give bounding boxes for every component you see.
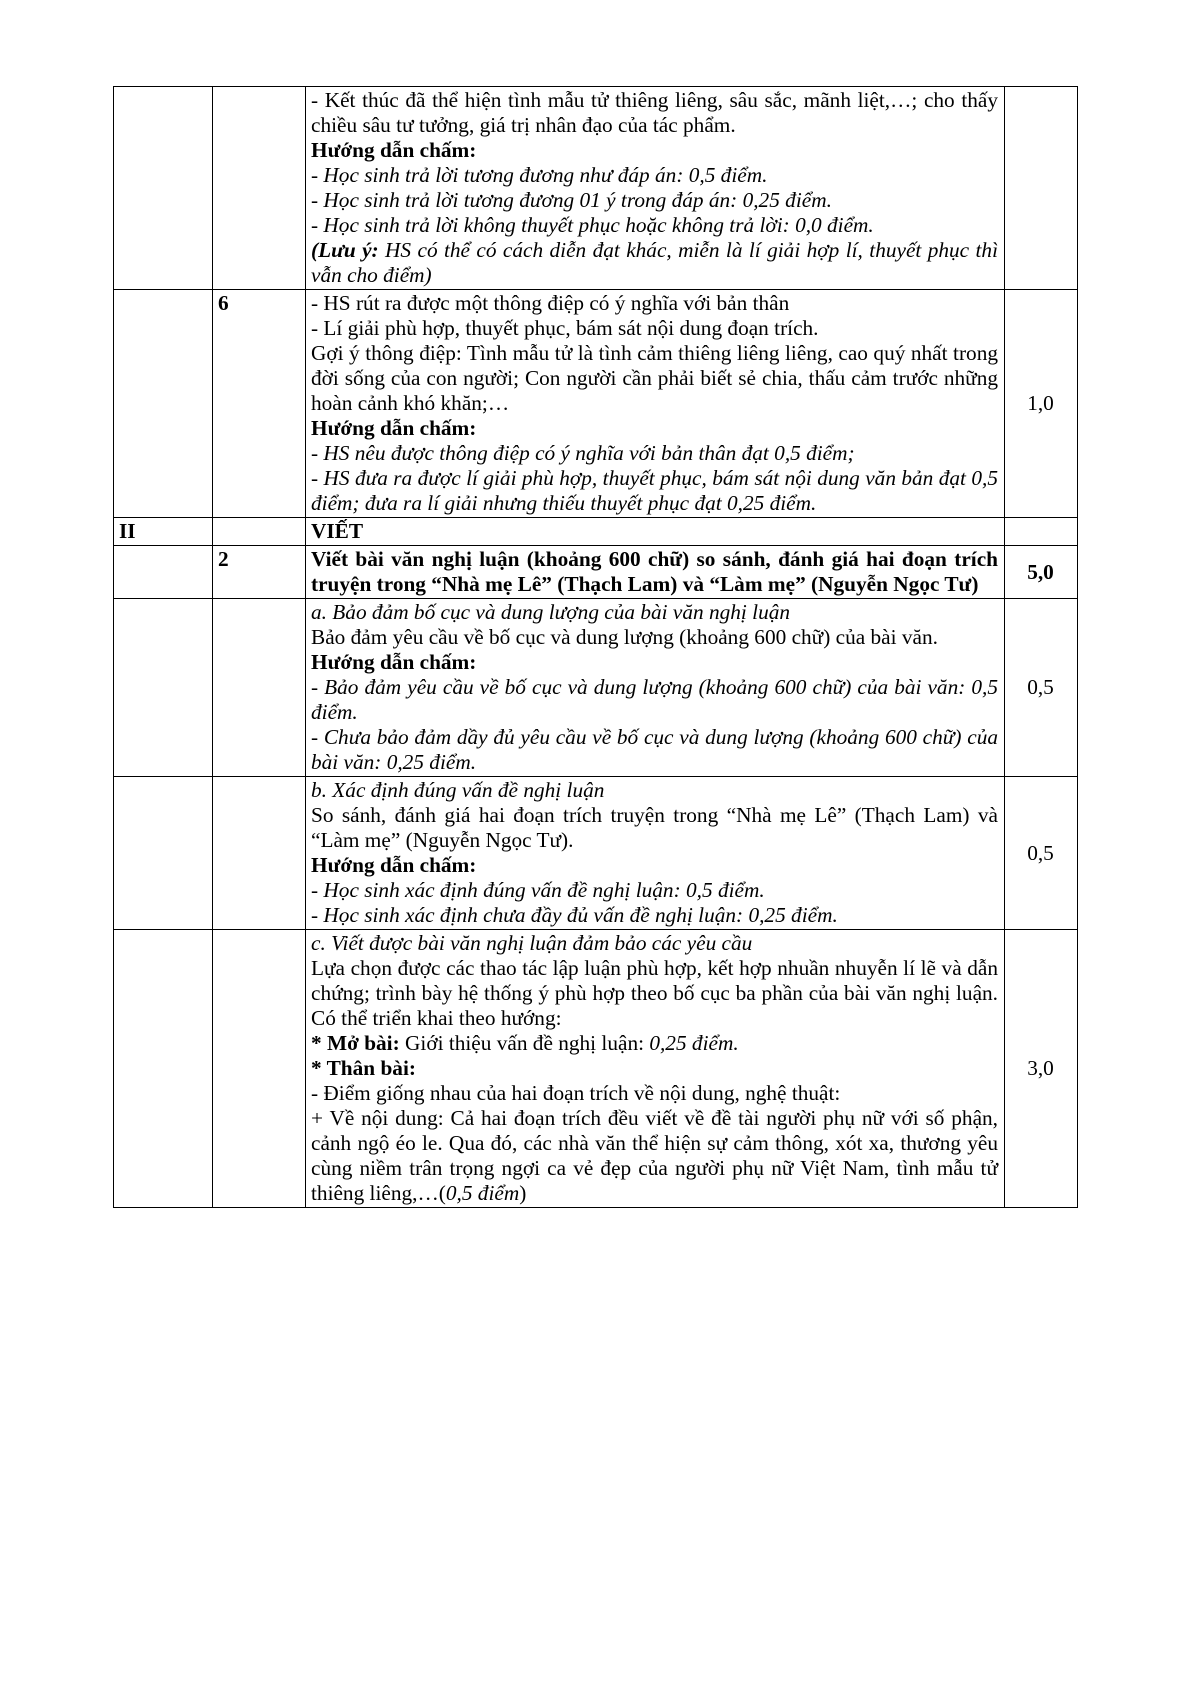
score-cell (1005, 87, 1078, 290)
content-cell (306, 599, 1005, 777)
content-line: Lựa chọn được các thao tác lập luận phù hợp, kết hợp nhuần nhuyễn lí lẽ và dẫn chứng; trình bày hệ thống ý phù hợp theo bố cục ba phần của bài văn nghị luận. Có thể triển khai theo hướng: (311, 956, 998, 1030)
content-line: So sánh, đánh giá hai đoạn trích truyện trong “Nhà mẹ Lê” (Thạch Lam) và “Làm mẹ” (Nguyễn Ngọc Tư). (311, 803, 998, 852)
content-line: VIẾT (311, 519, 364, 543)
content-cell (306, 290, 1005, 518)
content-line: Hướng dẫn chấm: (311, 138, 477, 162)
content-line: - HS đưa ra được lí giải phù hợp, thuyết phục, bám sát nội dung văn bản đạt 0,5 điểm; đưa ra lí giải nhưng thiếu thuyết phục đạt 0,25 điểm. (311, 466, 998, 515)
table-row (114, 777, 1078, 930)
content-cell (306, 546, 1005, 599)
section-cell (114, 599, 213, 777)
heading-text: Giới thiệu vấn đề nghị luận: (399, 1031, 650, 1055)
content-line: - Kết thúc đã thể hiện tình mẫu tử thiêng liêng, sâu sắc, mãnh liệt,…; cho thấy chiều sâu tư tưởng, giá trị nhân đạo của tác phẩm. (311, 88, 998, 137)
table-row (114, 290, 1078, 518)
content-line: Bảo đảm yêu cầu về bố cục và dung lượng (khoảng 600 chữ) của bài văn. (311, 625, 938, 649)
section-cell: II (114, 518, 213, 546)
score-cell (1005, 518, 1078, 546)
content-line: Viết bài văn nghị luận (khoảng 600 chữ) so sánh, đánh giá hai đoạn trích truyện trong “Nhà mẹ Lê” (Thạch Lam) và “Làm mẹ” (Nguyễn Ngọc Tư) (311, 547, 998, 596)
grading-table (113, 86, 1078, 1208)
question-cell: 6 (213, 290, 306, 518)
content-line: - Điểm giống nhau của hai đoạn trích về nội dung, nghệ thuật: (311, 1081, 841, 1105)
content-line: - Học sinh trả lời tương đương 01 ý trong đáp án: 0,25 điểm. (311, 188, 832, 212)
content-line: - Học sinh xác định chưa đầy đủ vấn đề nghị luận: 0,25 điểm. (311, 903, 838, 927)
content-line: c. Viết được bài văn nghị luận đảm bảo các yêu cầu (311, 931, 753, 955)
section-cell (114, 930, 213, 1208)
content-line: Hướng dẫn chấm: (311, 853, 477, 877)
table-row (114, 518, 1078, 546)
content-line: b. Xác định đúng vấn đề nghị luận (311, 778, 605, 802)
content-line: - HS rút ra được một thông điệp có ý nghĩa với bản thân (311, 291, 790, 315)
content-line: Gợi ý thông điệp: Tình mẫu tử là tình cảm thiêng liêng liêng, cao quý nhất trong đời sống của con người; Con người cần phải biết sẻ chia, thấu cảm trước những hoàn cảnh khó khăn;… (311, 341, 998, 415)
note-text: HS có thể có cách diễn đạt khác, miễn là lí giải hợp lí, thuyết phục thì vẫn cho điểm) (311, 238, 998, 287)
score-cell: 0,5 (1005, 599, 1078, 777)
question-cell (213, 87, 306, 290)
section-cell (114, 290, 213, 518)
score-cell: 5,0 (1005, 546, 1078, 599)
heading-label: * Mở bài: (311, 1031, 400, 1055)
grading-table-body (114, 87, 1078, 1208)
question-cell (213, 930, 306, 1208)
table-row (114, 930, 1078, 1208)
tail-end: ) (519, 1181, 527, 1205)
score-cell: 3,0 (1005, 930, 1078, 1208)
section-cell (114, 777, 213, 930)
content-line: - Lí giải phù hợp, thuyết phục, bám sát nội dung đoạn trích. (311, 316, 819, 340)
content-line: - Bảo đảm yêu cầu về bố cục và dung lượng (khoảng 600 chữ) của bài văn: 0,5 điểm. (311, 675, 998, 724)
table-row (114, 599, 1078, 777)
content-line: - Chưa bảo đảm dầy đủ yêu cầu về bố cục và dung lượng (khoảng 600 chữ) của bài văn: 0,25 điểm. (311, 725, 998, 774)
tail-points: 0,5 điểm (445, 1181, 520, 1205)
content-line: - HS nêu được thông điệp có ý nghĩa với bản thân đạt 0,5 điểm; (311, 441, 855, 465)
table-row (114, 87, 1078, 290)
content-line: a. Bảo đảm bố cục và dung lượng của bài văn nghị luận (311, 600, 791, 624)
note-label: (Lưu ý: (311, 238, 379, 262)
question-cell (213, 777, 306, 930)
score-cell: 1,0 (1005, 290, 1078, 518)
tail-text: + Về nội dung: Cả hai đoạn trích đều viết về đề tài người phụ nữ với số phận, cảnh ngộ éo le. Qua đó, các nhà văn thể hiện sự cảm thông, xót xa, thương yêu cùng niềm trân trọng ngợi ca vẻ đẹp của người phụ nữ Việt Nam, tình mẫu tử thiêng liêng,…( (311, 1106, 998, 1205)
question-cell: 2 (213, 546, 306, 599)
content-line: Hướng dẫn chấm: (311, 416, 477, 440)
content-line (311, 238, 998, 288)
section-cell (114, 546, 213, 599)
content-line: - Học sinh trả lời tương đương như đáp án: 0,5 điểm. (311, 163, 768, 187)
content-line: - Học sinh xác định đúng vấn đề nghị luận: 0,5 điểm. (311, 878, 765, 902)
content-cell (306, 930, 1005, 1208)
content-cell (306, 87, 1005, 290)
content-cell (306, 518, 1005, 546)
content-line (311, 1031, 998, 1056)
content-line: - Học sinh trả lời không thuyết phục hoặc không trả lời: 0,0 điểm. (311, 213, 874, 237)
question-cell (213, 518, 306, 546)
content-line: * Thân bài: (311, 1056, 416, 1080)
content-line (311, 1106, 998, 1206)
score-cell: 0,5 (1005, 777, 1078, 930)
table-row (114, 546, 1078, 599)
question-cell (213, 599, 306, 777)
content-cell (306, 777, 1005, 930)
heading-points: 0,25 điểm. (649, 1031, 739, 1055)
content-line: Hướng dẫn chấm: (311, 650, 477, 674)
section-cell (114, 87, 213, 290)
